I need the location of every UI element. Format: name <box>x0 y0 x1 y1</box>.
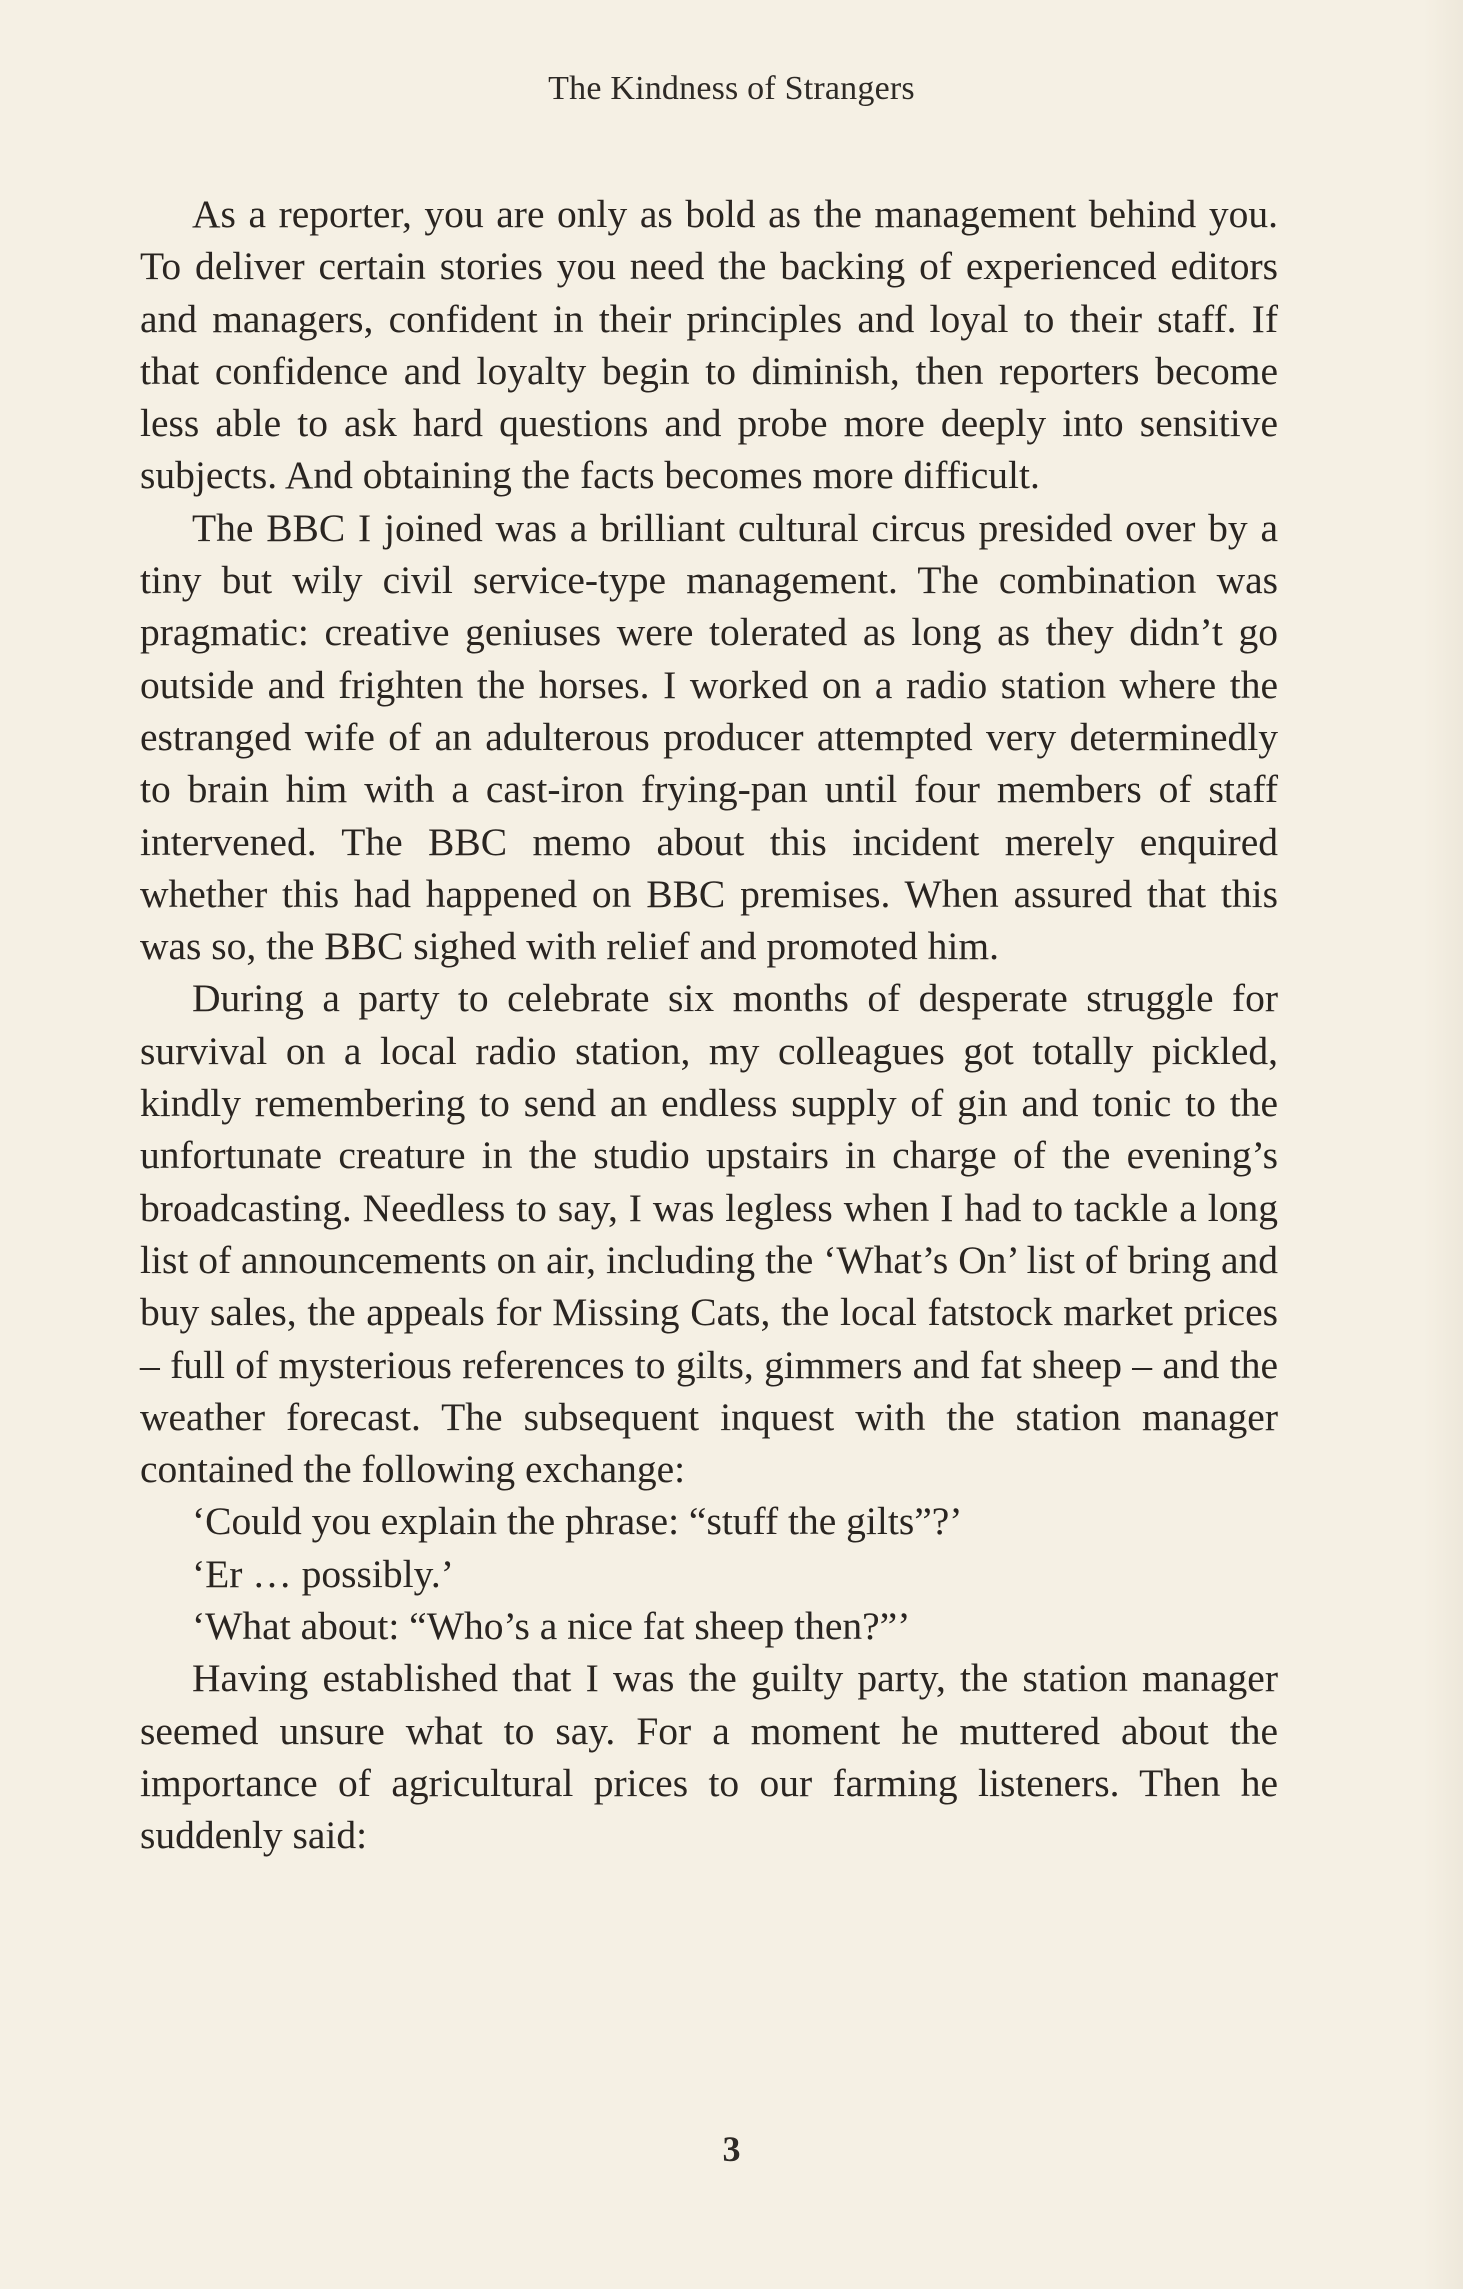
dialogue-line: ‘Could you explain the phrase: “stuff the gilts”?’ <box>192 1499 963 1544</box>
body-text <box>140 188 1278 1862</box>
dialogue-line: ‘What about: “Who’s a nice fat sheep then?”’ <box>192 1604 911 1649</box>
running-head: The Kindness of Strangers <box>548 70 915 107</box>
page-edge-shadow <box>1423 0 1463 2289</box>
paragraph: As a reporter, you are only as bold as the management behind you. To deliver certain stories you need the backing of experienced editors and managers, confident in their principles and loyal to their staff. If that confidence and loyalty begin to diminish, then reporters become less able to ask hard questions and probe more deeply into sensitive subjects. And obtaining the facts becomes more difficult. <box>140 192 1278 498</box>
page-number: 3 <box>722 2129 741 2169</box>
paragraph: The BBC I joined was a brilliant cultural circus presided over by a tiny but wily civil service-type management. The combination was pragmatic: creative geniuses were tolerated as long as they didn’t go outside and frighten the horses. I worked on a radio station where the estranged wife of an adulterous producer attempted very determinedly to brain him with a cast-iron frying-pan until four members of staff intervened. The BBC memo about this incident merely enquired whether this had happened on BBC premises. When assured that this was so, the BBC sighed with relief and promoted him. <box>140 505 1278 969</box>
paragraph: During a party to celebrate six months of desperate struggle for survival on a local radio station, my colleagues got totally pickled, kindly remembering to send an endless supply of gin and tonic to the unfortunate creature in the studio upstairs in charge of the evening’s broadcasting. Needless to say, I was legless when I had to tackle a long list of announcements on air, including the ‘What’s On’ list of bring and buy sales, the appeals for Missing Cats, the local fatstock market prices – full of mysterious references to gilts, gimmers and fat sheep – and the weather forecast. The subsequent inquest with the station manager contained the following exchange: <box>140 976 1278 1492</box>
paragraph: Having established that I was the guilty party, the station manager seemed unsure what to say. For a moment he muttered about the importance of agricultural prices to our farming listeners. Then he suddenly said: <box>140 1656 1278 1858</box>
dialogue-line: ‘Er … possibly.’ <box>192 1551 454 1596</box>
